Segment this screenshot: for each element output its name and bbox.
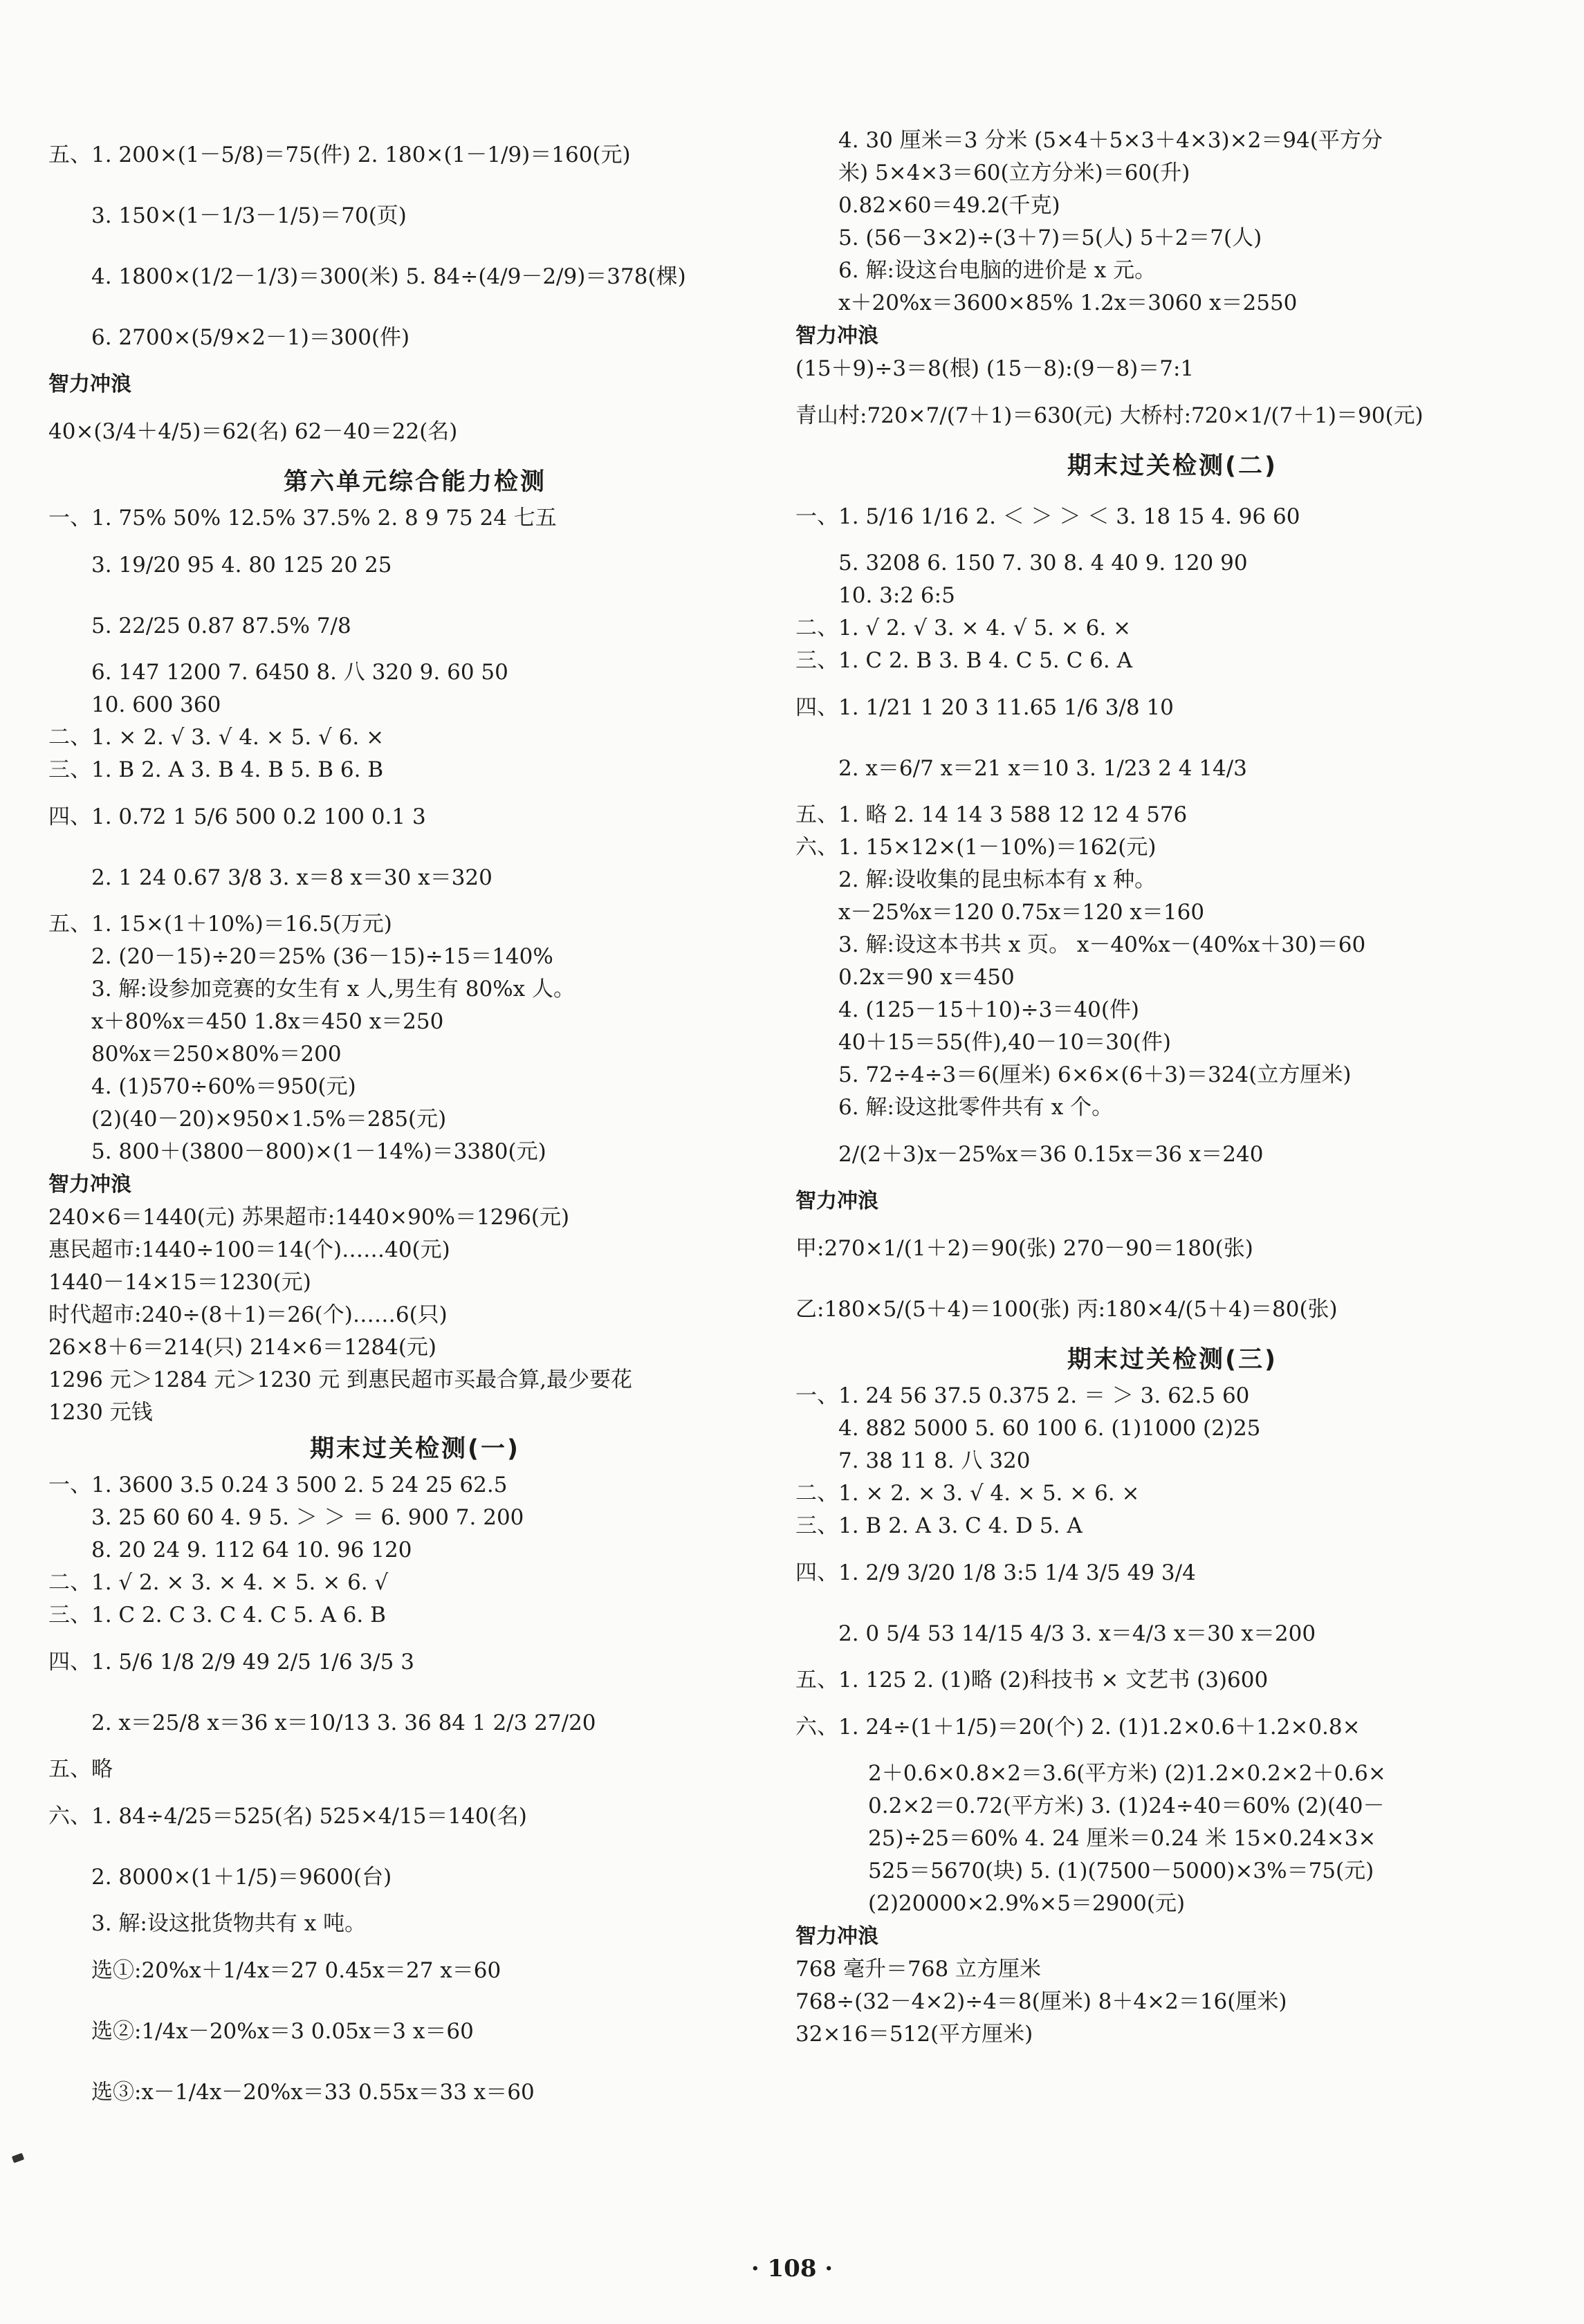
answer-line: 2. 解:设收集的昆虫标本有 x 种。 (838, 867, 1157, 892)
answer-line: 六、1. 84÷4/25＝525(名) 525×4/15＝140(名) (48, 1804, 527, 1829)
answer-line: 五、1. 15×(1＋10%)＝16.5(万元) (48, 912, 392, 937)
answer-line: x＋80%x＝450 1.8x＝450 x＝250 (91, 1009, 444, 1034)
answer-line: 4. (125－15＋10)÷3＝40(件) (838, 997, 1140, 1022)
answer-line: 5. 800＋(3800－800)×(1－14%)＝3380(元) (91, 1139, 546, 1164)
answer-line: 5. 3208 6. 150 7. 30 8. 4 40 9. 120 90 (838, 551, 1248, 575)
answer-line: 3. 25 60 60 4. 9 5. ＞ ＞ ＝ 6. 900 7. 200 (91, 1505, 524, 1530)
subsection-label: 智力冲浪 (795, 1924, 878, 1948)
answer-line: 3. 解:设参加竞赛的女生有 x 人,男生有 80%x 人。 (91, 977, 575, 1002)
answer-line: 2. x＝6/7 x＝21 x＝10 3. 1/23 2 4 14/3 (838, 756, 1247, 781)
answer-line: 40＋15＝55(件),40－10＝30(件) (838, 1030, 1171, 1055)
answer-line: 米) 5×4×3＝60(立方分米)＝60(升) (838, 160, 1190, 185)
subsection-label: 智力冲浪 (795, 1189, 878, 1213)
answer-line: 时代超市:240÷(8＋1)＝26(个)……6(只) (48, 1302, 448, 1327)
answer-line: 2. 1 24 0.67 3/8 3. x＝8 x＝30 x＝320 (91, 865, 492, 890)
answer-line: 8. 20 24 9. 112 64 10. 96 120 (91, 1538, 412, 1562)
answer-line: 三、1. C 2. B 3. B 4. C 5. C 6. A (795, 648, 1132, 673)
answer-line: 六、1. 24÷(1＋1/5)＝20(个) 2. (1)1.2×0.6＋1.2×0.8× (795, 1715, 1361, 1740)
answer-line: 25)÷25＝60% 4. 24 厘米＝0.24 米 15×0.24×3× (868, 1826, 1376, 1851)
answer-line: 5. 22/25 0.87 87.5% 7/8 (91, 614, 351, 638)
answer-line: 0.82×60＝49.2(千克) (838, 193, 1060, 218)
answer-line: x＋20%x＝3600×85% 1.2x＝3060 x＝2550 (838, 290, 1298, 315)
answer-line: 0.2x＝90 x＝450 (838, 965, 1015, 990)
answer-line: 三、1. B 2. A 3. C 4. D 5. A (795, 1513, 1083, 1538)
answer-line: 3. 19/20 95 4. 80 125 20 25 (91, 553, 392, 578)
answer-line: 选①:20%x＋1/4x＝27 0.45x＝27 x＝60 (91, 1958, 501, 1983)
answer-line: 五、1. 200×(1－5/8)＝75(件) 2. 180×(1－1/9)＝160(元) (48, 142, 631, 167)
answer-line: 二、1. × 2. √ 3. √ 4. × 5. √ 6. × (48, 725, 385, 750)
answer-line: 四、1. 1/21 1 20 3 11.65 1/6 3/8 10 (795, 695, 1174, 720)
answer-line: 3. 解:设这批货物共有 x 吨。 (91, 1911, 367, 1936)
section-heading: 第六单元综合能力检测 (283, 468, 546, 496)
answer-line: 1440－14×15＝1230(元) (48, 1270, 311, 1295)
answer-line: 3. 解:设这本书共 x 页。 x－40%x－(40%x＋30)＝60 (838, 932, 1366, 957)
answer-line: 3. 150×(1－1/3－1/5)＝70(页) (91, 203, 407, 228)
answer-line: 26×8＋6＝214(只) 214×6＝1284(元) (48, 1335, 437, 1360)
answer-line: 4. 882 5000 5. 60 100 6. (1)1000 (2)25 (838, 1416, 1261, 1441)
answer-line: 7. 38 11 8. 八 320 (838, 1448, 1031, 1473)
answer-line: 2＋0.6×0.8×2＝3.6(平方米) (2)1.2×0.2×2＋0.6× (868, 1761, 1386, 1786)
answer-line: 6. 解:设这台电脑的进价是 x 元。 (838, 258, 1157, 283)
answer-line: 5. 72÷4÷3＝6(厘米) 6×6×(6＋3)＝324(立方厘米) (838, 1062, 1352, 1087)
answer-column-left (48, 124, 782, 2123)
subsection-label: 智力冲浪 (48, 372, 131, 396)
answer-line: 32×16＝512(平方厘米) (795, 2022, 1033, 2047)
section-heading: 期末过关检测(一) (310, 1435, 520, 1463)
answer-line: 768 毫升＝768 立方厘米 (795, 1957, 1042, 1982)
answer-line: 6. 解:设这批零件共有 x 个。 (838, 1095, 1114, 1120)
answer-line: 二、1. √ 2. × 3. × 4. × 5. × 6. √ (48, 1570, 389, 1595)
answer-line: 2. 0 5/4 53 14/15 4/3 3. x＝4/3 x＝30 x＝200 (838, 1621, 1316, 1646)
answer-line: 三、1. C 2. C 3. C 4. C 5. A 6. B (48, 1603, 386, 1627)
answer-line: 甲:270×1/(1＋2)＝90(张) 270－90＝180(张) (795, 1236, 1253, 1261)
answer-line: 4. 30 厘米＝3 分米 (5×4＋5×3＋4×3)×2＝94(平方分 (838, 128, 1383, 153)
answer-line: 4. 1800×(1/2－1/3)＝300(米) 5. 84÷(4/9－2/9)＝378(棵) (91, 264, 686, 289)
answer-line: 五、略 (48, 1757, 113, 1782)
answer-line: 一、1. 75% 50% 12.5% 37.5% 2. 8 9 75 24 七五 (48, 506, 557, 531)
answer-line: 80%x＝250×80%＝200 (91, 1042, 342, 1067)
answer-line: 四、1. 5/6 1/8 2/9 49 2/5 1/6 3/5 3 (48, 1650, 414, 1675)
answer-line: 二、1. √ 2. √ 3. × 4. √ 5. × 6. × (795, 616, 1132, 640)
answer-line: 1296 元＞1284 元＞1230 元 到惠民超市买最合算,最少要花 (48, 1367, 632, 1392)
answer-line: 2. (20－15)÷20＝25% (36－15)÷15＝140% (91, 944, 553, 969)
answer-line: 4. (1)570÷60%＝950(元) (91, 1074, 356, 1099)
answer-line: 10. 3:2 6:5 (838, 583, 955, 608)
answer-line: 240×6＝1440(元) 苏果超市:1440×90%＝1296(元) (48, 1205, 570, 1230)
answer-line: (2)20000×2.9%×5＝2900(元) (868, 1891, 1186, 1916)
answer-line: (2)(40－20)×950×1.5%＝285(元) (91, 1107, 447, 1132)
answer-column-right (795, 124, 1549, 2051)
answer-line: 选②:1/4x－20%x＝3 0.05x＝3 x＝60 (91, 2019, 474, 2044)
answer-line: 五、1. 125 2. (1)略 (2)科技书 × 文艺书 (3)600 (795, 1668, 1269, 1693)
page-number: · 108 · (750, 2255, 834, 2282)
answer-line: 40×(3/4＋4/5)＝62(名) 62－40＝22(名) (48, 419, 458, 444)
scan-mark (12, 2153, 24, 2164)
answer-line: 2/(2＋3)x－25%x＝36 0.15x＝36 x＝240 (838, 1142, 1264, 1167)
answer-line: 6. 2700×(5/9×2－1)＝300(件) (91, 325, 410, 350)
answer-line: 五、1. 略 2. 14 14 3 588 12 12 4 576 (795, 802, 1188, 827)
answer-line: (15＋9)÷3＝8(根) (15－8):(9－8)＝7:1 (795, 356, 1195, 381)
answer-line: 选③:x－1/4x－20%x＝33 0.55x＝33 x＝60 (91, 2080, 535, 2105)
answer-line: 四、1. 0.72 1 5/6 500 0.2 100 0.1 3 (48, 804, 426, 829)
section-heading: 期末过关检测(二) (1067, 452, 1278, 480)
answer-line: 六、1. 15×12×(1－10%)＝162(元) (795, 835, 1157, 860)
answer-line: 四、1. 2/9 3/20 1/8 3:5 1/4 3/5 49 3/4 (795, 1560, 1196, 1585)
answer-line: 惠民超市:1440÷100＝14(个)……40(元) (48, 1237, 450, 1262)
answer-line: 二、1. × 2. × 3. √ 4. × 5. × 6. × (795, 1481, 1140, 1506)
subsection-label: 智力冲浪 (795, 324, 878, 348)
answer-line: 一、1. 5/16 1/16 2. ＜ ＞ ＞ ＜ 3. 18 15 4. 96 60 (795, 504, 1300, 529)
answer-line: 一、1. 3600 3.5 0.24 3 500 2. 5 24 25 62.5 (48, 1473, 508, 1497)
answer-line: 5. (56－3×2)÷(3＋7)＝5(人) 5＋2＝7(人) (838, 225, 1262, 250)
section-heading: 期末过关检测(三) (1067, 1346, 1278, 1374)
answer-line: 525＝5670(块) 5. (1)(7500－5000)×3%＝75(元) (868, 1859, 1374, 1883)
answer-line: 三、1. B 2. A 3. B 4. B 5. B 6. B (48, 757, 384, 782)
answer-line: 青山村:720×7/(7＋1)＝630(元) 大桥村:720×1/(7＋1)＝90(元) (795, 403, 1424, 428)
answer-line: 2. x＝25/8 x＝36 x＝10/13 3. 36 84 1 2/3 27/20 (91, 1710, 596, 1735)
answer-line: 0.2×2＝0.72(平方米) 3. (1)24÷40＝60% (2)(40－ (868, 1793, 1385, 1818)
answer-line: 768÷(32－4×2)÷4＝8(厘米) 8＋4×2＝16(厘米) (795, 1989, 1287, 2014)
answer-line: 10. 600 360 (91, 692, 221, 717)
answer-line: 一、1. 24 56 37.5 0.375 2. ＝ ＞ 3. 62.5 60 (795, 1383, 1250, 1408)
answer-line: x－25%x＝120 0.75x＝120 x＝160 (838, 900, 1205, 925)
answer-line: 乙:180×5/(5＋4)＝100(张) 丙:180×4/(5＋4)＝80(张) (795, 1297, 1338, 1322)
subsection-label: 智力冲浪 (48, 1172, 131, 1197)
answer-line: 1230 元钱 (48, 1400, 153, 1425)
answer-line: 2. 8000×(1＋1/5)＝9600(台) (91, 1865, 392, 1890)
answer-line: 6. 147 1200 7. 6450 8. 八 320 9. 60 50 (91, 660, 508, 685)
